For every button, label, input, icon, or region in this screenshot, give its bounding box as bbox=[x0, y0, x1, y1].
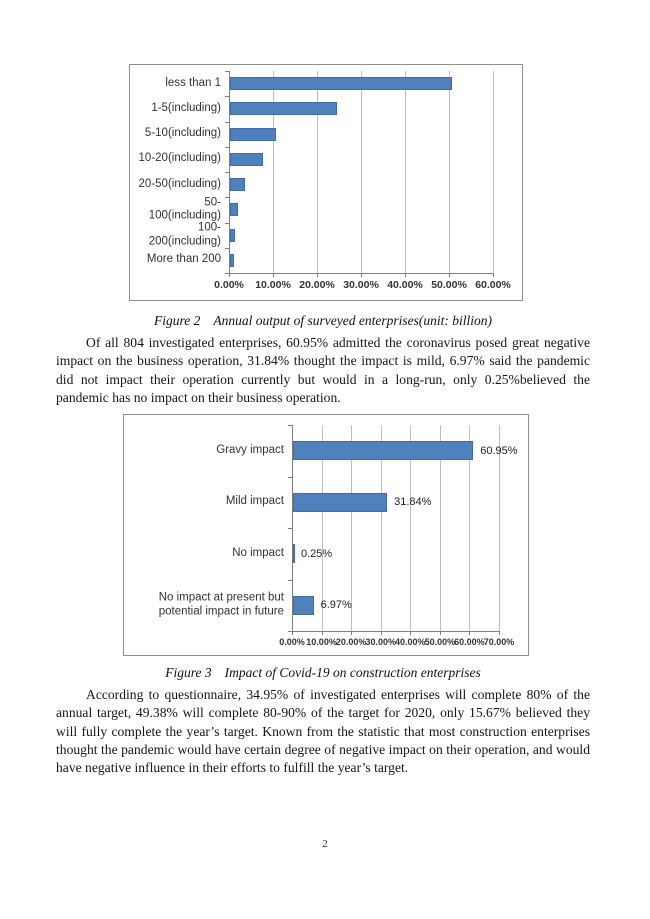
category-axis-tick bbox=[225, 122, 229, 123]
category-axis-tick bbox=[225, 96, 229, 97]
category-axis-tick bbox=[225, 223, 229, 224]
x-tick-label: 30.00% bbox=[343, 279, 379, 291]
category-label: 5-10(including) bbox=[144, 127, 221, 140]
figure3-bar-chart bbox=[123, 414, 529, 656]
figure3-caption-text: Impact of Covid-19 on construction enterprises bbox=[224, 665, 481, 680]
gridline bbox=[317, 71, 318, 273]
category-axis-tick bbox=[225, 248, 229, 249]
category-label: No impact bbox=[232, 546, 284, 559]
category-axis-tick bbox=[288, 477, 292, 478]
x-tick-label: 40.00% bbox=[395, 637, 426, 647]
x-tick-label: 70.00% bbox=[483, 637, 515, 647]
category-axis-tick bbox=[288, 580, 292, 581]
gridline bbox=[273, 71, 274, 273]
figure2-bar-chart bbox=[129, 64, 523, 301]
gridline bbox=[493, 71, 494, 273]
category-label: 20-50(including) bbox=[138, 177, 221, 190]
category-axis-tick bbox=[225, 71, 229, 72]
x-tick-label: 60.00% bbox=[475, 279, 511, 291]
category-label: Gravy impact bbox=[216, 443, 284, 456]
x-axis-tick bbox=[499, 631, 500, 635]
figure2-caption bbox=[56, 313, 590, 329]
category-label: 50-100(including) bbox=[148, 196, 221, 222]
x-tick-label: 10.00% bbox=[306, 637, 337, 647]
x-tick-label: 10.00% bbox=[255, 279, 291, 291]
gridline bbox=[361, 71, 362, 273]
figure3-caption bbox=[56, 665, 590, 681]
gridline bbox=[449, 71, 450, 273]
category-axis-tick bbox=[225, 147, 229, 148]
category-label: No impact at present but potential impact in future bbox=[158, 591, 284, 618]
bar bbox=[230, 153, 263, 166]
figure2-caption-text: Annual output of surveyed enterprises(unit: billion) bbox=[213, 313, 492, 328]
x-tick-label: 50.00% bbox=[431, 279, 467, 291]
bar-data-label: 6.97% bbox=[320, 599, 352, 612]
bar bbox=[230, 128, 276, 141]
bar-data-label: 60.95% bbox=[480, 444, 518, 457]
x-tick-label: 40.00% bbox=[387, 279, 423, 291]
page-number: 2 bbox=[322, 838, 328, 850]
paragraph-2: According to questionnaire, 34.95% of investigated enterprises will complete 80% of the annual target, 49.38% will complete 80-90% of the target for 2020, only 15.67% believed they will fully complete the year’s target. Known from the statistic that most construction enterprises thought the pandemic would have certain degree of negative impact on their operation, and would have negative influence in their efforts to fulfill the year’s target. bbox=[56, 687, 590, 776]
bar bbox=[293, 441, 473, 460]
paragraph-1: Of all 804 investigated enterprises, 60.95% admitted the coronavirus posed great negative impact on the business operation, 31.84% thought the impact is mild, 6.97% said the pandemic did not impact their operation currently but would in a long-run, only 0.25%believed the pandemic has no impact on their business operation. bbox=[56, 335, 590, 405]
gridline bbox=[405, 71, 406, 273]
x-tick-label: 20.00% bbox=[299, 279, 335, 291]
x-tick-label: 0.00% bbox=[279, 637, 305, 647]
bar bbox=[230, 229, 235, 242]
x-tick-label: 50.00% bbox=[424, 637, 456, 647]
category-label: 10-20(including) bbox=[138, 152, 221, 165]
bar-data-label: 31.84% bbox=[394, 496, 432, 509]
category-label: 1-5(including) bbox=[151, 102, 221, 115]
bar bbox=[230, 102, 337, 115]
bar bbox=[230, 203, 238, 216]
category-label: Mild impact bbox=[225, 495, 284, 508]
y-axis-line bbox=[292, 425, 293, 632]
x-tick-label: 20.00% bbox=[335, 637, 367, 647]
category-label: less than 1 bbox=[165, 76, 221, 89]
x-axis-line bbox=[229, 273, 493, 274]
bar bbox=[230, 77, 452, 90]
x-axis-tick bbox=[493, 273, 494, 277]
figure3-caption-label: Figure 3 bbox=[165, 665, 212, 680]
y-axis-line bbox=[229, 71, 230, 274]
category-axis-tick bbox=[288, 528, 292, 529]
bar bbox=[230, 254, 234, 267]
bar bbox=[293, 596, 314, 615]
category-axis-tick bbox=[225, 172, 229, 173]
category-axis-tick bbox=[288, 425, 292, 426]
figure2-caption-label: Figure 2 bbox=[154, 313, 201, 328]
x-axis-line bbox=[292, 631, 499, 632]
category-axis-tick bbox=[288, 631, 292, 632]
bar bbox=[230, 178, 245, 191]
category-axis-tick bbox=[225, 273, 229, 274]
category-label: 100-200(including) bbox=[148, 221, 221, 248]
bar bbox=[293, 544, 295, 563]
x-tick-label: 30.00% bbox=[365, 637, 396, 647]
bar bbox=[293, 493, 387, 512]
category-label: More than 200 bbox=[146, 253, 221, 266]
x-tick-label: 60.00% bbox=[454, 637, 485, 647]
category-axis-tick bbox=[225, 197, 229, 198]
x-tick-label: 0.00% bbox=[214, 279, 244, 291]
bar-data-label: 0.25% bbox=[301, 547, 333, 560]
